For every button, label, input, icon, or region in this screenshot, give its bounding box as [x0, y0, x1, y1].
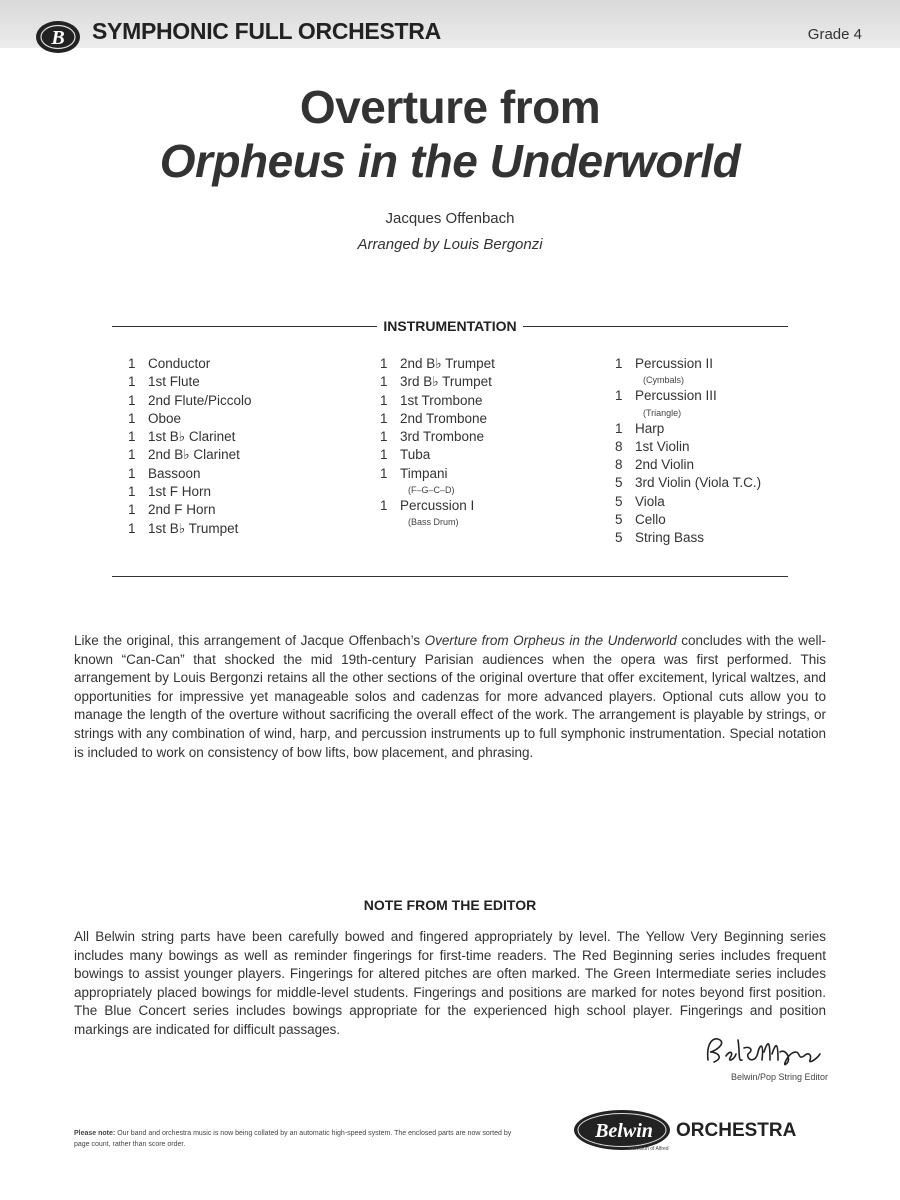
title-line-2: Orpheus in the Underworld — [159, 135, 741, 187]
orchestra-label: ORCHESTRA — [676, 1120, 797, 1141]
instrument-quantity: 8 — [615, 457, 623, 473]
instrument-quantity: 1 — [128, 374, 136, 390]
instrument-quantity: 1 — [128, 520, 136, 536]
instrument-quantity: 8 — [615, 438, 623, 454]
instrument-row — [615, 511, 761, 529]
instrument-name: 1st B♭ Trumpet — [148, 520, 239, 536]
instrument-name: 2nd Flute/Piccolo — [148, 392, 252, 408]
instrument-column-1 — [128, 355, 252, 538]
instrumentation-bottom-rule — [112, 576, 788, 577]
instrument-note: (F–G–C–D) — [408, 485, 455, 496]
instrument-row — [128, 501, 252, 519]
instrument-row — [128, 520, 252, 538]
series-title: SYMPHONIC FULL ORCHESTRA — [92, 18, 441, 44]
heading-rule-right — [523, 326, 788, 327]
footer-note-label: Please note: — [74, 1130, 116, 1137]
instrument-quantity: 1 — [380, 356, 388, 371]
instrument-name: Viola — [635, 493, 665, 509]
instrument-name: 1st F Horn — [148, 484, 212, 500]
belwin-b-logo — [34, 18, 84, 56]
instrument-quantity: 1 — [128, 447, 136, 463]
instrument-name: 3rd B♭ Trumpet — [400, 374, 492, 390]
instrument-row — [615, 493, 761, 511]
instrument-name: Timpani — [400, 465, 448, 481]
instrument-row — [128, 355, 252, 373]
composer: Jacques Offenbach — [385, 210, 515, 227]
instrument-name: Tuba — [400, 447, 431, 463]
instrument-row — [128, 483, 252, 501]
grade-label: Grade 4 — [807, 26, 862, 43]
instrument-note: (Cymbals) — [643, 375, 685, 386]
instrument-quantity: 5 — [615, 512, 623, 528]
instrumentation-label: INSTRUMENTATION — [383, 318, 517, 334]
instrument-quantity: 1 — [380, 465, 388, 481]
instrument-row — [615, 387, 761, 405]
instrument-name: 2nd Trombone — [400, 410, 488, 426]
footer-note-text: Our band and orchestra music is now being collated by an automatic high-speed system. The enclosed parts are now sorted by page count, rather than score order. — [74, 1130, 512, 1148]
instrument-row — [380, 410, 495, 428]
instrument-row — [615, 420, 761, 438]
instrument-note: (Triangle) — [643, 407, 682, 418]
instrument-row — [615, 474, 761, 492]
instrument-row — [128, 392, 252, 410]
instrument-name: 3rd Violin (Viola T.C.) — [635, 475, 762, 491]
editor-note-body: All Belwin string parts have been carefully bowed and fingered appropriately by level. The Yellow Very Beginning series includes many bowings as well as reminder fingerings for first-time readers. The Red Beginning series includes frequent bowings to assist younger players. Fingerings for altered pitches are often marked. The Green Intermediate series includes appropriately placed bowings for middle-level students. Fingerings and positions are marked for notes beyond first position. The Blue Concert series includes bowings appropriate for the experienced high school player. Fingerings and position markings are indicated for difficult passages. — [74, 929, 826, 1037]
editor-signature — [700, 1030, 830, 1074]
belwin-logo-text: Belwin — [595, 1120, 653, 1142]
instrument-row — [380, 392, 495, 410]
instrument-name: Percussion III — [635, 388, 717, 404]
instrument-name: Percussion II — [635, 356, 714, 371]
instrument-name: Bassoon — [148, 465, 201, 481]
instrument-quantity: 1 — [128, 392, 136, 408]
instrument-row — [128, 428, 252, 446]
instrument-name: Percussion I — [400, 498, 475, 514]
instrument-row — [615, 456, 761, 474]
arranger: Arranged by Louis Bergonzi — [357, 236, 543, 253]
instrument-name: Oboe — [148, 410, 182, 426]
instrument-name: 2nd B♭ Trumpet — [400, 356, 495, 371]
instrument-note: (Bass Drum) — [408, 517, 459, 528]
instrument-quantity: 1 — [380, 410, 388, 426]
instrument-name: Cello — [635, 512, 666, 528]
heading-rule-left — [112, 326, 377, 327]
description-paragraph — [74, 632, 826, 762]
instrument-row — [380, 465, 495, 483]
instrument-row — [380, 428, 495, 446]
instrument-name: 2nd B♭ Clarinet — [148, 447, 240, 463]
instrument-quantity: 5 — [615, 475, 623, 491]
instrument-name: 2nd Violin — [635, 457, 695, 473]
description-text-start: Like the original, this arrangement of Jacque Offenbach’s — [74, 633, 425, 648]
instrument-quantity: 1 — [128, 502, 136, 518]
instrument-name: Conductor — [148, 356, 211, 371]
description-work-title: Overture from Orpheus in the Underworld — [424, 633, 677, 648]
signature-caption: Belwin/Pop String Editor — [730, 1072, 828, 1082]
instrument-row — [380, 355, 495, 373]
instrument-column-3 — [615, 355, 761, 548]
instrument-row — [380, 446, 495, 464]
instrument-quantity: 1 — [128, 356, 136, 371]
instrument-row — [128, 410, 252, 428]
instrument-quantity: 1 — [128, 410, 136, 426]
instrument-row — [615, 438, 761, 456]
instrument-name: 2nd F Horn — [148, 502, 216, 518]
svg-text:B: B — [51, 27, 65, 49]
instrument-name: 3rd Trombone — [400, 429, 485, 445]
instrument-row — [615, 529, 761, 547]
instrument-quantity: 5 — [615, 493, 623, 509]
editor-note-heading: NOTE FROM THE EDITOR — [363, 897, 537, 913]
instrument-row — [615, 355, 761, 373]
instrument-quantity: 1 — [380, 392, 388, 408]
instrument-quantity: 1 — [615, 388, 623, 404]
instrument-quantity: 1 — [380, 447, 388, 463]
instrument-name: 1st Trombone — [400, 392, 483, 408]
instrument-row — [380, 373, 495, 391]
description-text-rest: concludes with the well-known “Can-Can” that shocked the mid 19th-century Parisian audiences when the opera was first performed. This arrangement by Louis Bergonzi retains all the other sections of the original overture that offer excitement, lyrical waltzes, and opportunities for impressive yet manageable solos and cadenzas for more advanced players. Optional cuts allow you to manage the length of the overture without sacrificing the overall effect of the work. The arrangement is playable by strings, or strings with any combination of wind, harp, and percussion instruments up to full symphonic instrumentation. Special notation is included to work on consistency of bow lifts, bow placement, and phrasing. — [74, 633, 826, 760]
instrument-quantity: 1 — [615, 356, 623, 371]
instrument-name: 1st Violin — [635, 438, 690, 454]
instrument-quantity: 1 — [380, 498, 388, 514]
instrument-quantity: 1 — [128, 465, 136, 481]
instrument-quantity: 1 — [128, 484, 136, 500]
instrument-row — [128, 465, 252, 483]
instrument-column-2 — [380, 355, 495, 529]
instrument-quantity: 1 — [380, 429, 388, 445]
instrument-name: 1st B♭ Clarinet — [148, 429, 236, 445]
instrument-quantity: 1 — [615, 420, 623, 436]
instrument-name: String Bass — [635, 530, 705, 546]
instrument-quantity: 1 — [380, 374, 388, 390]
instrument-row — [128, 373, 252, 391]
instrument-row — [128, 446, 252, 464]
footer-note — [74, 1128, 514, 1150]
instrument-quantity: 1 — [128, 429, 136, 445]
instrument-row — [380, 497, 495, 515]
division-label: a division of Alfred — [628, 1146, 669, 1152]
instrument-name: Harp — [635, 420, 665, 436]
instrument-name: 1st Flute — [148, 374, 200, 390]
title-line-1: Overture from — [299, 81, 601, 133]
instrumentation-heading — [112, 316, 788, 336]
instrument-quantity: 5 — [615, 530, 623, 546]
